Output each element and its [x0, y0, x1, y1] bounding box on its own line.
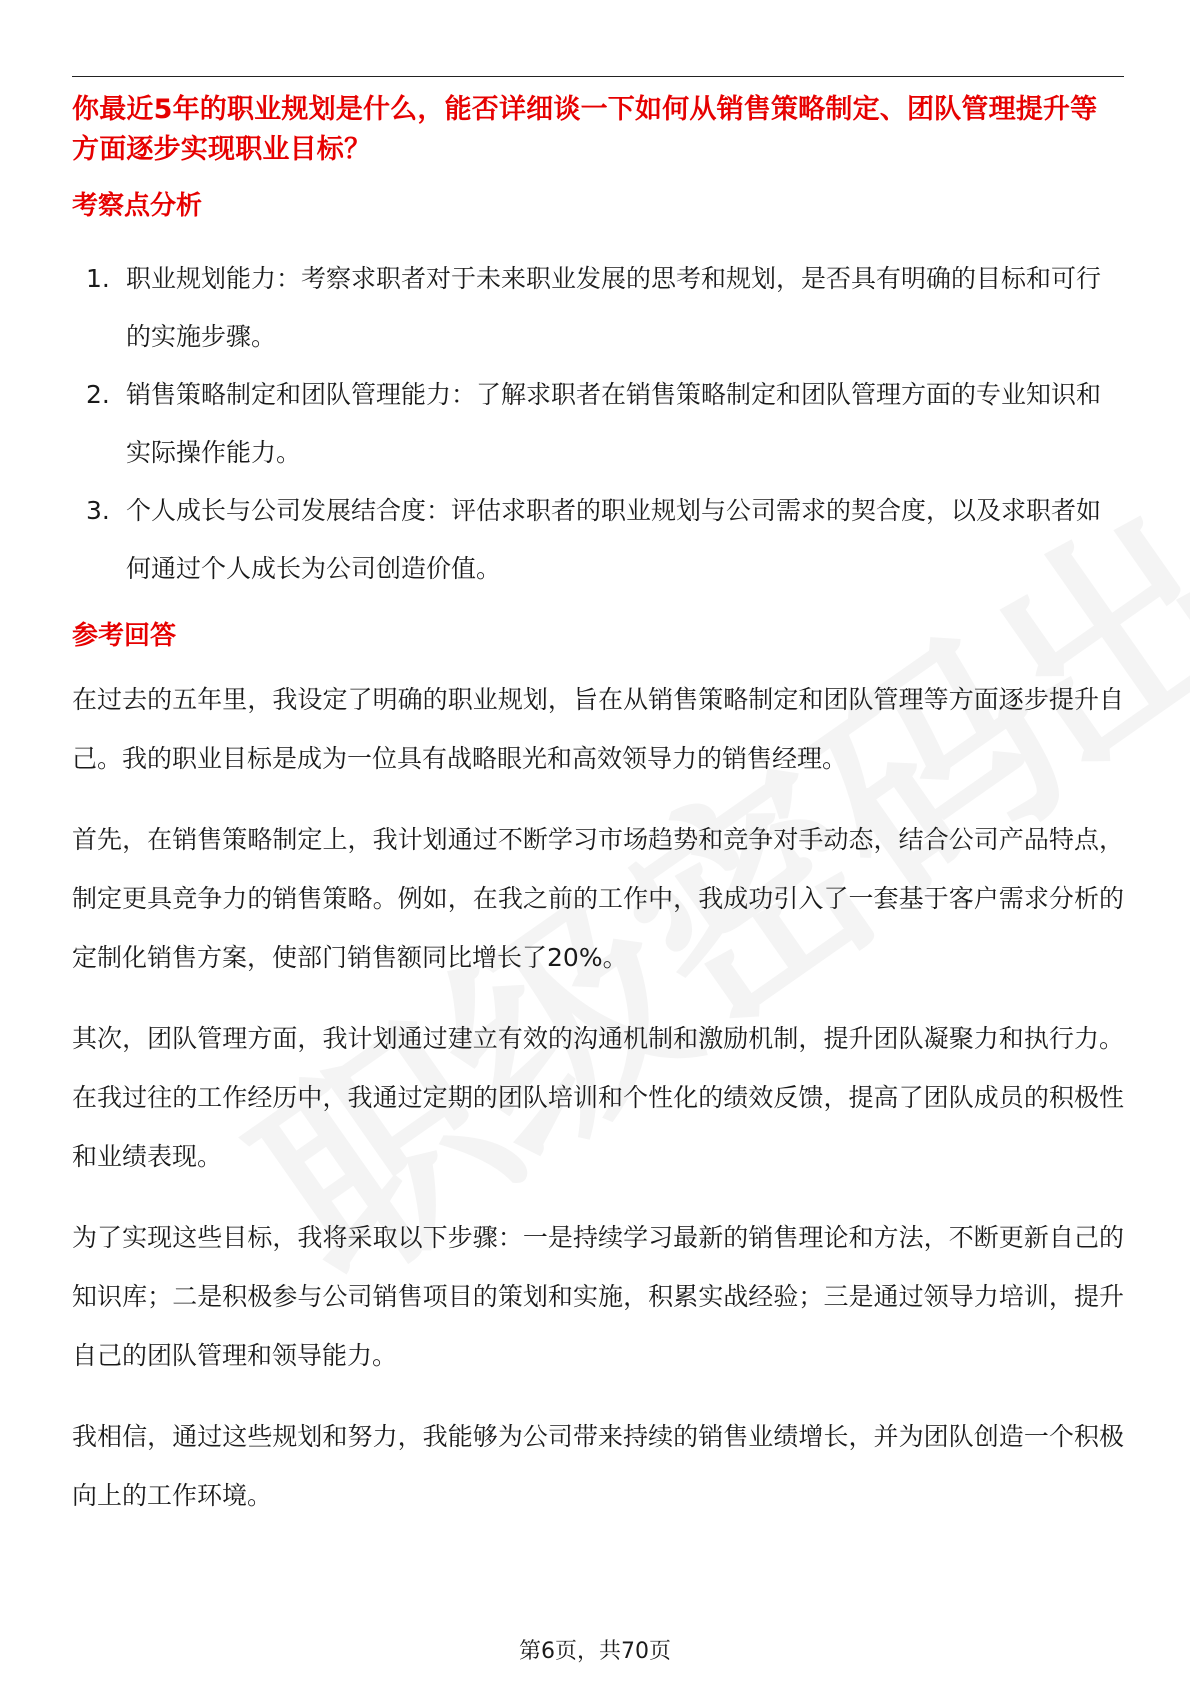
- analysis-point: [72, 366, 1124, 482]
- top-rule: [72, 76, 1124, 77]
- point-text: 职业规划能力：考察求职者对于未来职业发展的思考和规划，是否具有明确的目标和可行的实施步骤。: [126, 264, 1102, 351]
- point-number: 2.: [86, 380, 110, 409]
- analysis-point: [72, 250, 1124, 366]
- answer-paragraph: 为了实现这些目标，我将采取以下步骤：一是持续学习最新的销售理论和方法，不断更新自己的知识库；二是积极参与公司销售项目的策划和实施，积累实战经验；三是通过领导力培训，提升自己的团队管理和领导能力。: [72, 1223, 1124, 1370]
- question-heading: 你最近5年的职业规划是什么，能否详细谈一下如何从销售策略制定、团队管理提升等方面逐步实现职业目标？: [72, 94, 1098, 165]
- answer-paragraph: 我相信，通过这些规划和努力，我能够为公司带来持续的销售业绩增长，并为团队创造一个积极向上的工作环境。: [72, 1422, 1124, 1510]
- answer-paragraph: 其次，团队管理方面，我计划通过建立有效的沟通机制和激励机制，提升团队凝聚力和执行力。在我过往的工作经历中，我通过定期的团队培训和个性化的绩效反馈，提高了团队成员的积极性和业绩表现。: [72, 1024, 1124, 1171]
- point-number: 3.: [86, 496, 110, 525]
- page-footer: 第6页，共70页: [519, 1639, 671, 1664]
- answer-paragraph: 首先，在销售策略制定上，我计划通过不断学习市场趋势和竞争对手动态，结合公司产品特点，制定更具竞争力的销售策略。例如，在我之前的工作中，我成功引入了一套基于客户需求分析的定制化销售方案，使部门销售额同比增长了20%。: [72, 825, 1124, 972]
- page-content: [72, 90, 1124, 1525]
- analysis-title: 考察点分析: [72, 191, 203, 221]
- analysis-point: [72, 482, 1124, 598]
- answer-paragraph: 在过去的五年里，我设定了明确的职业规划，旨在从销售策略制定和团队管理等方面逐步提升自己。我的职业目标是成为一位具有战略眼光和高效领导力的销售经理。: [72, 685, 1124, 773]
- point-number: 1.: [86, 264, 110, 293]
- analysis-points: [72, 250, 1124, 598]
- point-text: 个人成长与公司发展结合度：评估求职者的职业规划与公司需求的契合度，以及求职者如何通过个人成长为公司创造价值。: [126, 496, 1102, 583]
- point-text: 销售策略制定和团队管理能力：了解求职者在销售策略制定和团队管理方面的专业知识和实际操作能力。: [126, 380, 1102, 467]
- answer-title: 参考回答: [72, 621, 177, 651]
